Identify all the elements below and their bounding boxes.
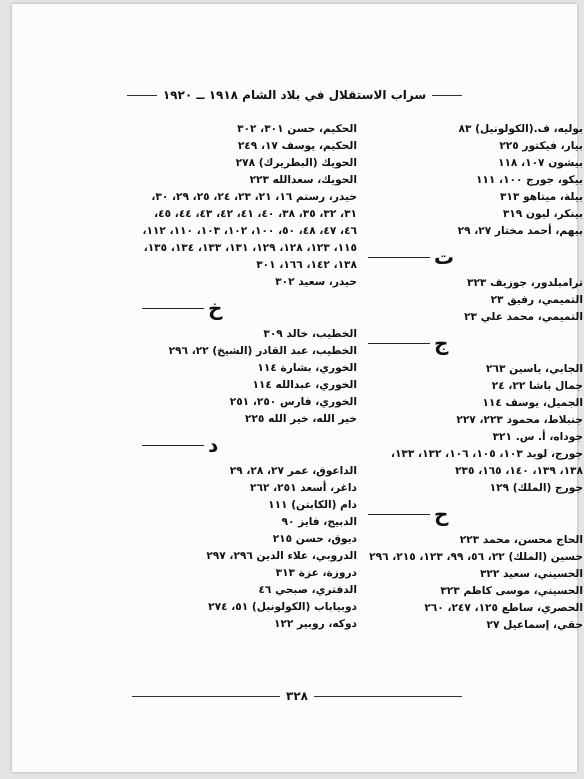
letter-glyph: ج <box>434 331 449 355</box>
running-header <box>127 85 462 105</box>
index-entry: حيدر، رستم ١٦، ٢١، ٢٣، ٢٤، ٢٥، ٢٩، ٣٠، ٣١، ٣٢، ٣٥، ٣٨، ٤٠، ٤١، ٤٢، ٤٣، ٤٤، ٤٥، ٤٦، ٤٧، ٤٨، ٥٠، ١٠٠، ١٠٢، ١٠٣، ١١٠، ١١٢، ١١٥، ١٢٣، ١٢٨، ١٢٩، ١٣١، ١٣٣، ١٣٤، ١٣٥، ١٣٨، ١٤٢، ١٦٦، ٣٠١ <box>142 191 357 271</box>
letter-glyph: د <box>208 433 219 457</box>
letter-glyph: ت <box>434 245 455 269</box>
index-entry: جورج (الملك) ١٢٩ <box>489 482 583 494</box>
index-entry: الدبيج، فايز ٩٠ <box>281 516 357 528</box>
index-entry: بيشون ١٠٧، ١١٨ <box>498 157 583 169</box>
index-entry: الحكيم، حسن ٣٠١، ٣٠٢ <box>237 123 357 135</box>
index-entry: خير الله، خير الله ٢٢٥ <box>245 413 357 425</box>
letter-rule <box>368 343 430 344</box>
index-entry: بيلة، ميتاهو ٣١٣ <box>499 191 583 203</box>
index-entry: الجميل، يوسف ١١٤ <box>482 397 583 409</box>
index-entry: دام (الكابتن) ١١١ <box>268 499 357 511</box>
index-entry: جنبلاط، محمود ٢٢٣، ٢٢٧ <box>456 414 583 426</box>
index-entry: دروزة، عزة ٣١٣ <box>275 567 357 579</box>
letter-rule <box>142 445 204 446</box>
index-entry: بيكو، جورج ١٠٠، ١١١ <box>475 174 583 186</box>
index-entry: الحسيني، سعيد ٣٢٢ <box>479 568 583 580</box>
index-entry: بوليه، ف.(الكولونيل) ٨٣ <box>458 123 583 135</box>
index-entry: الخوري، فارس ٢٥٠، ٢٥١ <box>229 396 357 408</box>
index-entry: حسين (الملك) ٢٢، ٥٦، ٩٩، ١٢٣، ٢١٥، ٢٩٦ <box>369 551 583 563</box>
index-entry: التميمي، رفيق ٢٣ <box>490 294 583 306</box>
letter-heading-jim <box>368 330 583 356</box>
index-entry: ترامبلدور، جوزيف ٣٢٣ <box>467 277 583 289</box>
letter-rule <box>142 308 204 309</box>
index-entry: داغر، أسعد ٢٥١، ٢٦٢ <box>250 482 357 494</box>
index-entry: الداعوق، عمر ٢٧، ٢٨، ٢٩ <box>229 465 357 477</box>
index-entry: الحاج محسن، محمد ٢٢٣ <box>459 534 583 546</box>
index-entry: الخطيب، خالد ٣٠٩ <box>263 328 357 340</box>
index-entry: حيدر، سعيد ٣٠٢ <box>275 276 357 288</box>
header-rule-left <box>127 95 157 96</box>
index-entry: الحويك، سعدالله ٢٢٣ <box>249 174 357 186</box>
book-page <box>12 4 583 772</box>
index-entry: جورج، لويد ١٠٣، ١٠٥، ١٠٦، ١٣٢، ١٣٣، ١٣٨، ١٣٩، ١٤٠، ١٦٥، ٢٣٥ <box>390 448 583 477</box>
index-entry: الدروبي، علاء الدين ٢٩٦، ٢٩٧ <box>206 550 357 562</box>
page-footer <box>132 687 462 705</box>
letter-heading-ha <box>368 501 583 527</box>
index-entry: الحسيني، موسى كاظم ٣٢٣ <box>440 585 583 597</box>
index-entry: التميمي، محمد علي ٢٣ <box>464 311 583 323</box>
index-entry: بيار، فيكتور ٢٢٥ <box>499 140 583 152</box>
header-title: سراب الاستقلال في بلاد الشام ١٩١٨ ــ ١٩٢٠ <box>162 88 427 102</box>
index-entry: الجابي، ياسين ٢٦٣ <box>486 363 583 375</box>
index-entry: الخوري، بشارة ١١٤ <box>257 362 357 374</box>
index-entry: بينكر، ليون ٣١٩ <box>502 208 583 220</box>
index-entry: الدفتري، صبحي ٤٦ <box>258 584 357 596</box>
letter-rule <box>368 257 430 258</box>
index-entry: جمال باشا ٢٢، ٢٤ <box>491 380 583 392</box>
index-entry: الخوري، عبدالله ١١٤ <box>252 379 357 391</box>
header-rule-right <box>432 95 462 96</box>
index-entry: دوبياباب (الكولونيل) ٥١، ٢٧٤ <box>208 601 357 613</box>
index-entry: دوكه، روبير ١٢٢ <box>274 618 357 630</box>
index-entry: ديوق، حسن ٢١٥ <box>272 533 357 545</box>
index-entry: الحصري، ساطع ١٢٥، ٢٤٧، ٢٦٠ <box>424 602 583 614</box>
index-entry: الحكيم، يوسف ١٧، ٢٤٩ <box>237 140 357 152</box>
index-entry: الحويك (البطريرك) ٢٧٨ <box>235 157 357 169</box>
footer-rule-left <box>132 696 280 697</box>
index-entry: بيهم، أحمد مختار ٢٧، ٢٩ <box>457 225 583 237</box>
letter-heading-dal <box>142 432 357 458</box>
index-entry: جوداه، أ. س. ٣٢١ <box>492 431 583 443</box>
index-column-right <box>368 121 583 634</box>
index-column-left <box>142 121 357 633</box>
footer-rule-right <box>314 696 462 697</box>
letter-glyph: ح <box>434 502 449 526</box>
letter-rule <box>368 514 430 515</box>
letter-heading-kha <box>142 295 357 321</box>
index-entry: الخطيب، عبد القادر (الشيخ) ٢٢، ٢٩٦ <box>168 345 357 357</box>
letter-heading-ta <box>368 244 583 270</box>
index-entry: حقي، إسماعيل ٢٧ <box>486 619 583 631</box>
letter-glyph: خ <box>208 296 223 320</box>
page-number: ٣٢٨ <box>286 689 308 703</box>
